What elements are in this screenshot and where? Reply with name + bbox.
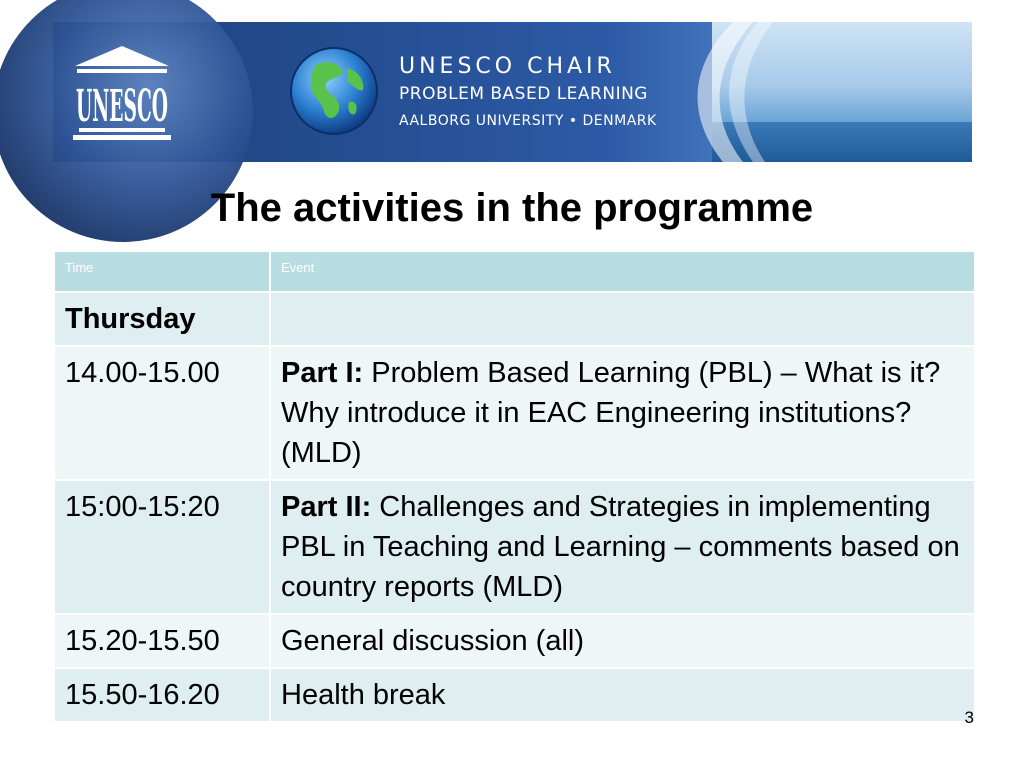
banner-text: [399, 54, 657, 132]
event-description: General discussion (all): [281, 625, 585, 657]
event-description: Health break: [281, 679, 446, 711]
row-time: 15.20-15.50: [54, 614, 270, 668]
unesco-logo-icon: [67, 44, 177, 144]
event-description: Problem Based Learning (PBL) – What is it? Why introduce it in EAC Engineering institutions? (MLD): [281, 357, 941, 469]
header-event: Event: [270, 252, 975, 292]
row-event: [270, 346, 975, 480]
row-event: [270, 668, 975, 722]
table-header-row: [54, 252, 975, 292]
row-time: 14.00-15.00: [54, 346, 270, 480]
header-banner: [53, 22, 972, 162]
event-part-label: Part II:: [281, 491, 372, 523]
row-event: [270, 480, 975, 614]
row-time: [54, 292, 270, 346]
row-event: [270, 292, 975, 346]
event-part-label: Part I:: [281, 357, 364, 389]
schedule-table: [53, 252, 976, 723]
row-time: 15:00-15:20: [54, 480, 270, 614]
banner-line-2: PROBLEM BASED LEARNING: [399, 84, 648, 104]
banner-line-1: UNESCO CHAIR: [399, 54, 616, 79]
row-time: 15.50-16.20: [54, 668, 270, 722]
table-row: [54, 614, 975, 668]
event-description: Challenges and Strategies in implementing PBL in Teaching and Learning – comments based on country reports (MLD): [281, 491, 960, 603]
table-row: [54, 292, 975, 346]
table-row: [54, 480, 975, 614]
header-time: Time: [54, 252, 270, 292]
page-number: 3: [964, 708, 974, 727]
page-title: The activities in the programme: [210, 186, 814, 230]
day-label: Thursday: [65, 303, 196, 335]
wave-swoosh-icon: [663, 22, 783, 162]
row-event: [270, 614, 975, 668]
globe-icon: [289, 46, 379, 136]
unesco-logo-text: UNESCO: [76, 81, 168, 132]
table-row: [54, 668, 975, 722]
banner-line-3: AALBORG UNIVERSITY • DENMARK: [399, 113, 657, 129]
table-row: [54, 346, 975, 480]
